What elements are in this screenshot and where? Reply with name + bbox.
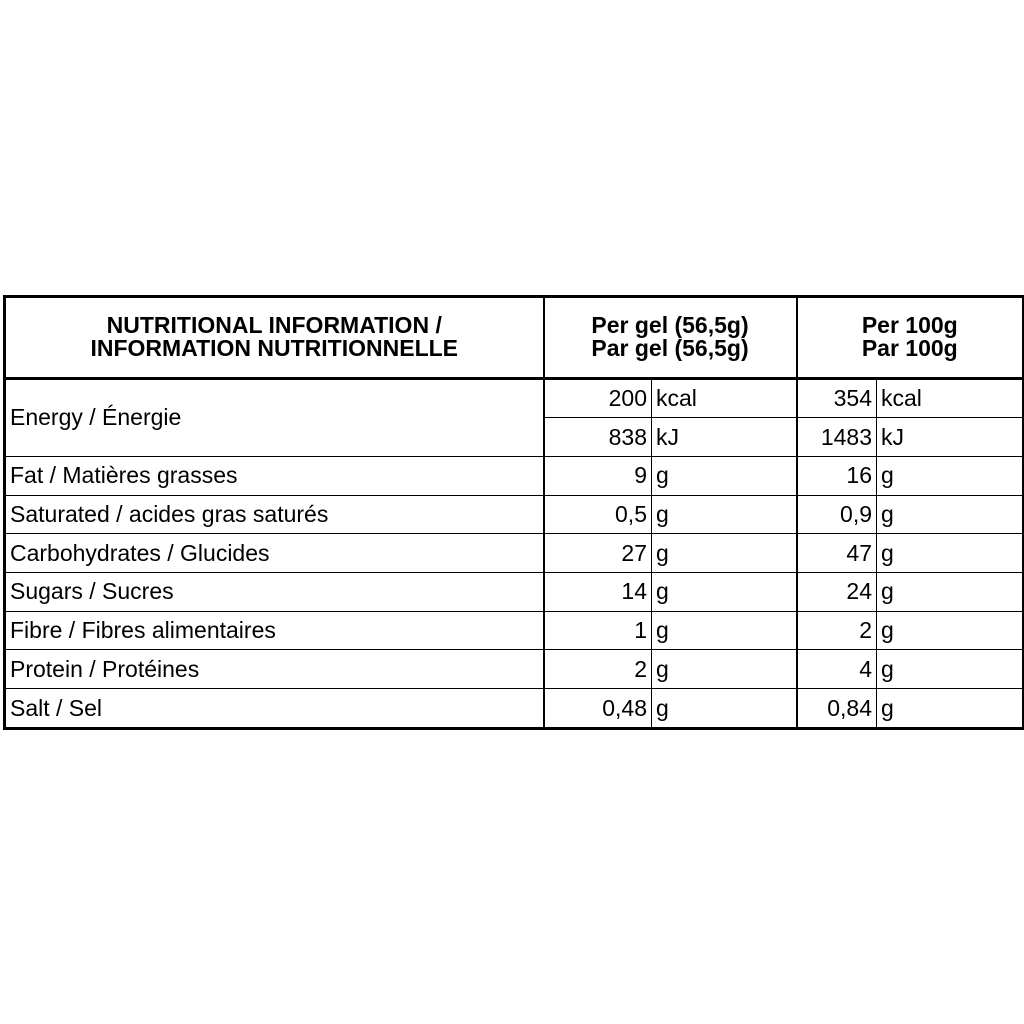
- per-gel-english: Per gel (56,5g): [591, 312, 749, 339]
- fat-per-gel: 9: [544, 456, 652, 495]
- energy-kj-per-100g: 1483: [797, 418, 877, 457]
- fibre-unit-per-gel: g: [652, 611, 797, 650]
- sugars-label: Sugars / Sucres: [5, 573, 544, 612]
- protein-per-gel: 2: [544, 650, 652, 689]
- table-header: [5, 297, 1024, 379]
- energy-kcal-per-100g: 354: [797, 378, 877, 418]
- table-row-fat: [5, 456, 1024, 495]
- energy-kcal-per-gel: 200: [544, 378, 652, 418]
- carbohydrates-unit-per-gel: g: [652, 534, 797, 573]
- carbohydrates-per-gel: 27: [544, 534, 652, 573]
- salt-unit-per-gel: g: [652, 689, 797, 729]
- energy-kcal-unit-per-100g: kcal: [877, 378, 1024, 418]
- nutrition-title: [5, 297, 544, 379]
- per-100g-header: [797, 297, 1024, 379]
- sugars-unit-per-gel: g: [652, 573, 797, 612]
- energy-label: Energy / Énergie: [10, 404, 182, 431]
- table-row-protein: [5, 650, 1024, 689]
- salt-per-gel: 0,48: [544, 689, 652, 729]
- carbohydrates-unit-per-100g: g: [877, 534, 1024, 573]
- saturated-unit-per-100g: g: [877, 495, 1024, 534]
- table-row-fibre: [5, 611, 1024, 650]
- fat-per-100g: 16: [797, 456, 877, 495]
- fibre-per-100g: 2: [797, 611, 877, 650]
- protein-label: Protein / Protéines: [5, 650, 544, 689]
- sugars-per-gel: 14: [544, 573, 652, 612]
- energy-kj-per-gel: 838: [544, 418, 652, 457]
- title-french: INFORMATION NUTRITIONNELLE: [90, 335, 459, 362]
- protein-unit-per-gel: g: [652, 650, 797, 689]
- fibre-label: Fibre / Fibres alimentaires: [5, 611, 544, 650]
- saturated-per-100g: 0,9: [797, 495, 877, 534]
- per-100g-english: Per 100g: [861, 312, 958, 339]
- table-row-sugars: [5, 573, 1024, 612]
- fibre-per-gel: 1: [544, 611, 652, 650]
- energy-kj-unit-per-100g: kJ: [877, 418, 1024, 457]
- salt-label: Salt / Sel: [5, 689, 544, 729]
- title-english: NUTRITIONAL INFORMATION /: [106, 312, 442, 339]
- saturated-unit-per-gel: g: [652, 495, 797, 534]
- protein-unit-per-100g: g: [877, 650, 1024, 689]
- table-row-carbohydrates: [5, 534, 1024, 573]
- carbohydrates-label: Carbohydrates / Glucides: [5, 534, 544, 573]
- nutrition-table: [3, 295, 1024, 730]
- salt-unit-per-100g: g: [877, 689, 1024, 729]
- energy-kcal-unit-per-gel: kcal: [652, 378, 797, 418]
- carbohydrates-per-100g: 47: [797, 534, 877, 573]
- table-row-saturated: [5, 495, 1024, 534]
- per-gel-french: Par gel (56,5g): [591, 335, 749, 362]
- table-row-salt: [5, 689, 1024, 729]
- table-row-energy-kcal: [5, 378, 1024, 418]
- fat-unit-per-100g: g: [877, 456, 1024, 495]
- sugars-unit-per-100g: g: [877, 573, 1024, 612]
- salt-per-100g: 0,84: [797, 689, 877, 729]
- fat-label: Fat / Matières grasses: [5, 456, 544, 495]
- fat-unit-per-gel: g: [652, 456, 797, 495]
- saturated-label: Saturated / acides gras saturés: [5, 495, 544, 534]
- fibre-unit-per-100g: g: [877, 611, 1024, 650]
- energy-kj-unit-per-gel: kJ: [652, 418, 797, 457]
- per-gel-header: [544, 297, 797, 379]
- saturated-per-gel: 0,5: [544, 495, 652, 534]
- sugars-per-100g: 24: [797, 573, 877, 612]
- protein-per-100g: 4: [797, 650, 877, 689]
- per-100g-french: Par 100g: [861, 335, 958, 362]
